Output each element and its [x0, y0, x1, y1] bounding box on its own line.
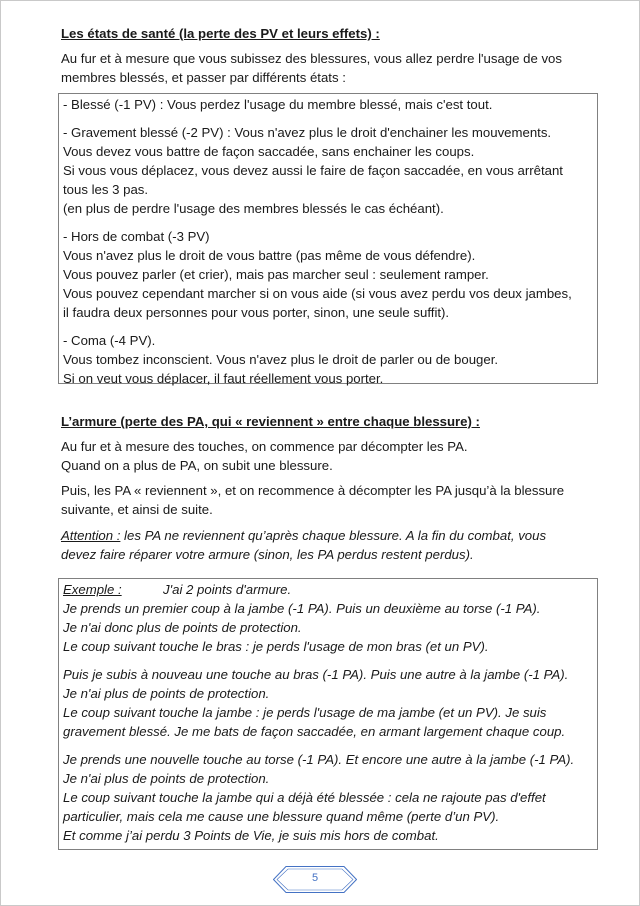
- example-line: Puis je subis à nouveau une touche au bras (-1 PA). Puis une autre à la jambe (-1 PA).: [63, 667, 569, 682]
- intro-line: Au fur et à mesure que vous subissez des blessures, vous allez perdre l'usage de vos: [61, 51, 562, 66]
- state-line: Vous n'avez plus le droit de vous battre (pas même de vous défendre).: [63, 248, 476, 263]
- state-line: - Gravement blessé (-2 PV) : Vous n'avez plus le droit d'enchainer les mouvements.: [63, 125, 552, 140]
- health-states-box: [58, 93, 598, 384]
- section-health-title: Les états de santé (la perte des PV et leurs effets) :: [61, 26, 380, 41]
- state-line: (en plus de perdre l'usage des membres blessés le cas échéant).: [63, 201, 444, 216]
- section-armor-title: L’armure (perte des PA, qui « reviennent » entre chaque blessure) :: [61, 414, 480, 429]
- attention-paragraph: [61, 526, 599, 564]
- state-line: tous les 3 pas.: [63, 182, 149, 197]
- armor-line: Au fur et à mesure des touches, on commence par décompter les PA.: [61, 439, 468, 454]
- example-label: Exemple :: [63, 582, 122, 597]
- example-line: Je prends une nouvelle touche au torse (-1 PA). Et encore une autre à la jambe (-1 PA).: [63, 752, 575, 767]
- attention-label: Attention :: [61, 528, 121, 543]
- example-line: particulier, mais cela me cause une blessure quand même (perte d’un PV).: [63, 809, 500, 824]
- state-line: Si on veut vous déplacer, il faut réellement vous porter.: [63, 371, 384, 386]
- intro-line: membres blessés, et passer par différents états :: [61, 70, 346, 85]
- example-line: Je n'ai donc plus de points de protection.: [63, 620, 302, 635]
- state-line: - Coma (-4 PV).: [63, 333, 156, 348]
- example-line: Le coup suivant touche le bras : je perds l'usage de mon bras (et un PV).: [63, 639, 489, 654]
- state-line: Si vous vous déplacez, vous devez aussi le faire de façon saccadée, en vous arrêtant: [63, 163, 563, 178]
- example-line: Et comme j’ai perdu 3 Points de Vie, je suis mis hors de combat.: [63, 828, 439, 843]
- example-line: Je prends un premier coup à la jambe (-1 PA). Puis un deuxième au torse (-1 PA).: [63, 601, 541, 616]
- section-armor-heading-block: [61, 413, 599, 430]
- armor-paragraph-2: [61, 481, 599, 519]
- section-health-intro: [61, 49, 599, 87]
- example-line: gravement blessé. Je me bats de façon saccadée, en armant largement chaque coup.: [63, 724, 566, 739]
- example-line: Je n'ai plus de points de protection.: [63, 686, 270, 701]
- state-line: - Blessé (-1 PV) : Vous perdez l'usage du membre blessé, mais c'est tout.: [63, 97, 493, 112]
- state-line: - Hors de combat (-3 PV): [63, 229, 210, 244]
- armor-line: Puis, les PA « reviennent », et on recommence à décompter les PA jusqu’à la blessure: [61, 483, 565, 498]
- armor-line: suivante, et ainsi de suite.: [61, 502, 213, 517]
- page-number: 5: [311, 872, 319, 884]
- example-first-line: [63, 580, 593, 599]
- state-line: Vous tombez inconscient. Vous n'avez plus le droit de parler ou de bouger.: [63, 352, 499, 367]
- example-intro: J'ai 2 points d'armure.: [163, 582, 292, 597]
- attention-line-2: devez faire réparer votre armure (sinon, les PA perdus restent perdus).: [61, 547, 474, 562]
- attention-line-1: [61, 526, 599, 545]
- section-health-heading-block: [61, 25, 599, 42]
- page-number-box: [273, 866, 357, 893]
- example-line: Le coup suivant touche la jambe qui a déjà été blessée : cela ne rajoute pas d'effet: [63, 790, 546, 805]
- state-line: Vous pouvez parler (et crier), mais pas marcher seul : seulement ramper.: [63, 267, 489, 282]
- armor-line: Quand on a plus de PA, on subit une blessure.: [61, 458, 333, 473]
- example-line: Je n'ai plus de points de protection.: [63, 771, 270, 786]
- state-line: Vous devez vous battre de façon saccadée, sans enchainer les coups.: [63, 144, 475, 159]
- example-line: Le coup suivant touche la jambe : je perds l'usage de ma jambe (et un PV). Je suis: [63, 705, 547, 720]
- state-line: il faudra deux personnes pour vous porter, sinon, une seule suffit).: [63, 305, 450, 320]
- state-line: Vous pouvez cependant marcher si on vous aide (si vous avez perdu vos deux jambes,: [63, 286, 572, 301]
- armor-paragraph-1: [61, 437, 599, 475]
- example-box: [58, 578, 598, 850]
- attention-text: les PA ne reviennent qu’après chaque blessure. A la fin du combat, vous: [120, 528, 547, 543]
